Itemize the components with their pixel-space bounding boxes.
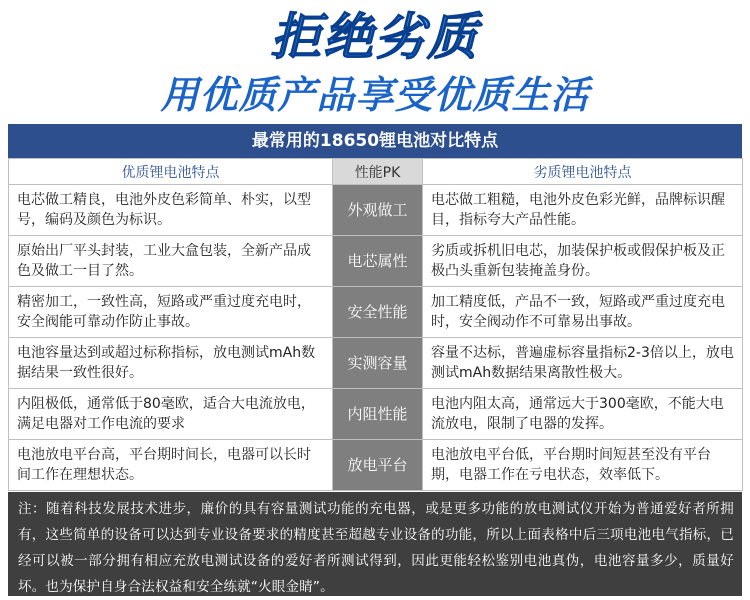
bad-cell: 电芯做工粗糙，电池外皮色彩光鲜，品牌标识醒目，指标夸大产品性能。 xyxy=(423,185,743,236)
aspect-cell: 实测容量 xyxy=(333,338,423,389)
good-cell: 电芯做工精良，电池外皮色彩简单、朴实，以型号，编码及颜色为标识。 xyxy=(9,185,333,236)
aspect-cell: 外观做工 xyxy=(333,185,423,236)
good-cell: 内阻极低，通常低于80毫欧，适合大电流放电，满足电器对工作电流的要求 xyxy=(9,389,333,440)
bad-cell: 电池内阻太高，通常远大于300毫欧，不能大电流放电，限制了电器的发挥。 xyxy=(423,389,743,440)
subheadline: 用优质产品享受优质生活 xyxy=(160,73,590,117)
aspect-cell: 放电平台 xyxy=(333,440,423,491)
bad-cell: 电池放电平台低，平台期时间短甚至没有平台期，电器工作在亏电状态，效率低下。 xyxy=(423,440,743,491)
table-row xyxy=(9,389,743,440)
comparison-table xyxy=(8,124,742,491)
table-row xyxy=(9,338,743,389)
header-bad: 劣质锂电池特点 xyxy=(423,159,743,185)
table-row xyxy=(9,287,743,338)
footnote: 注：随着科技发展技术进步，廉价的具有容量测试功能的充电器，或是更多功能的放电测试仪开始为普通爱好者所拥有，这些简单的设备可以达到专业设备要求的精度甚至超越专业设备的功能，所以上面表格中后三项电池电气指标，已经可以被一部分拥有相应充放电测试设备的爱好者所测试得到，因此更能轻松鉴别电池真伪，电池容量多少，质量好坏。也为保护自身合法权益和安全练就“火眼金睛”。 xyxy=(8,492,742,596)
aspect-cell: 电芯属性 xyxy=(333,236,423,287)
table-row xyxy=(9,236,743,287)
good-cell: 精密加工，一致性高，短路或严重过度充电时，安全阀能可靠动作防止事故。 xyxy=(9,287,333,338)
table-row xyxy=(9,185,743,236)
table-row xyxy=(9,440,743,491)
good-cell: 原始出厂平头封装，工业大盒包装，全新产品成色及做工一目了然。 xyxy=(9,236,333,287)
header-pk: 性能PK xyxy=(333,159,423,185)
aspect-cell: 安全性能 xyxy=(333,287,423,338)
header-good: 优质锂电池特点 xyxy=(9,159,333,185)
good-cell: 电池容量达到或超过标称指标，放电测试mAh数据结果一致性很好。 xyxy=(9,338,333,389)
aspect-cell: 内阻性能 xyxy=(333,389,423,440)
comparison-grid xyxy=(8,158,743,491)
bad-cell: 劣质或拆机旧电芯，加装保护板或假保护板及正极凸头重新包装掩盖身份。 xyxy=(423,236,743,287)
header-row xyxy=(9,159,743,185)
bad-cell: 容量不达标，普遍虚标容量指标2-3倍以上，放电测试mAh数据结果离散性极大。 xyxy=(423,338,743,389)
headline: 拒绝劣质 xyxy=(0,4,750,70)
table-title: 最常用的18650锂电池对比特点 xyxy=(8,124,742,158)
good-cell: 电池放电平台高，平台期时间长，电器可以长时间工作在理想状态。 xyxy=(9,440,333,491)
bad-cell: 加工精度低，产品不一致，短路或严重过度充电时，安全阀动作不可靠易出事故。 xyxy=(423,287,743,338)
